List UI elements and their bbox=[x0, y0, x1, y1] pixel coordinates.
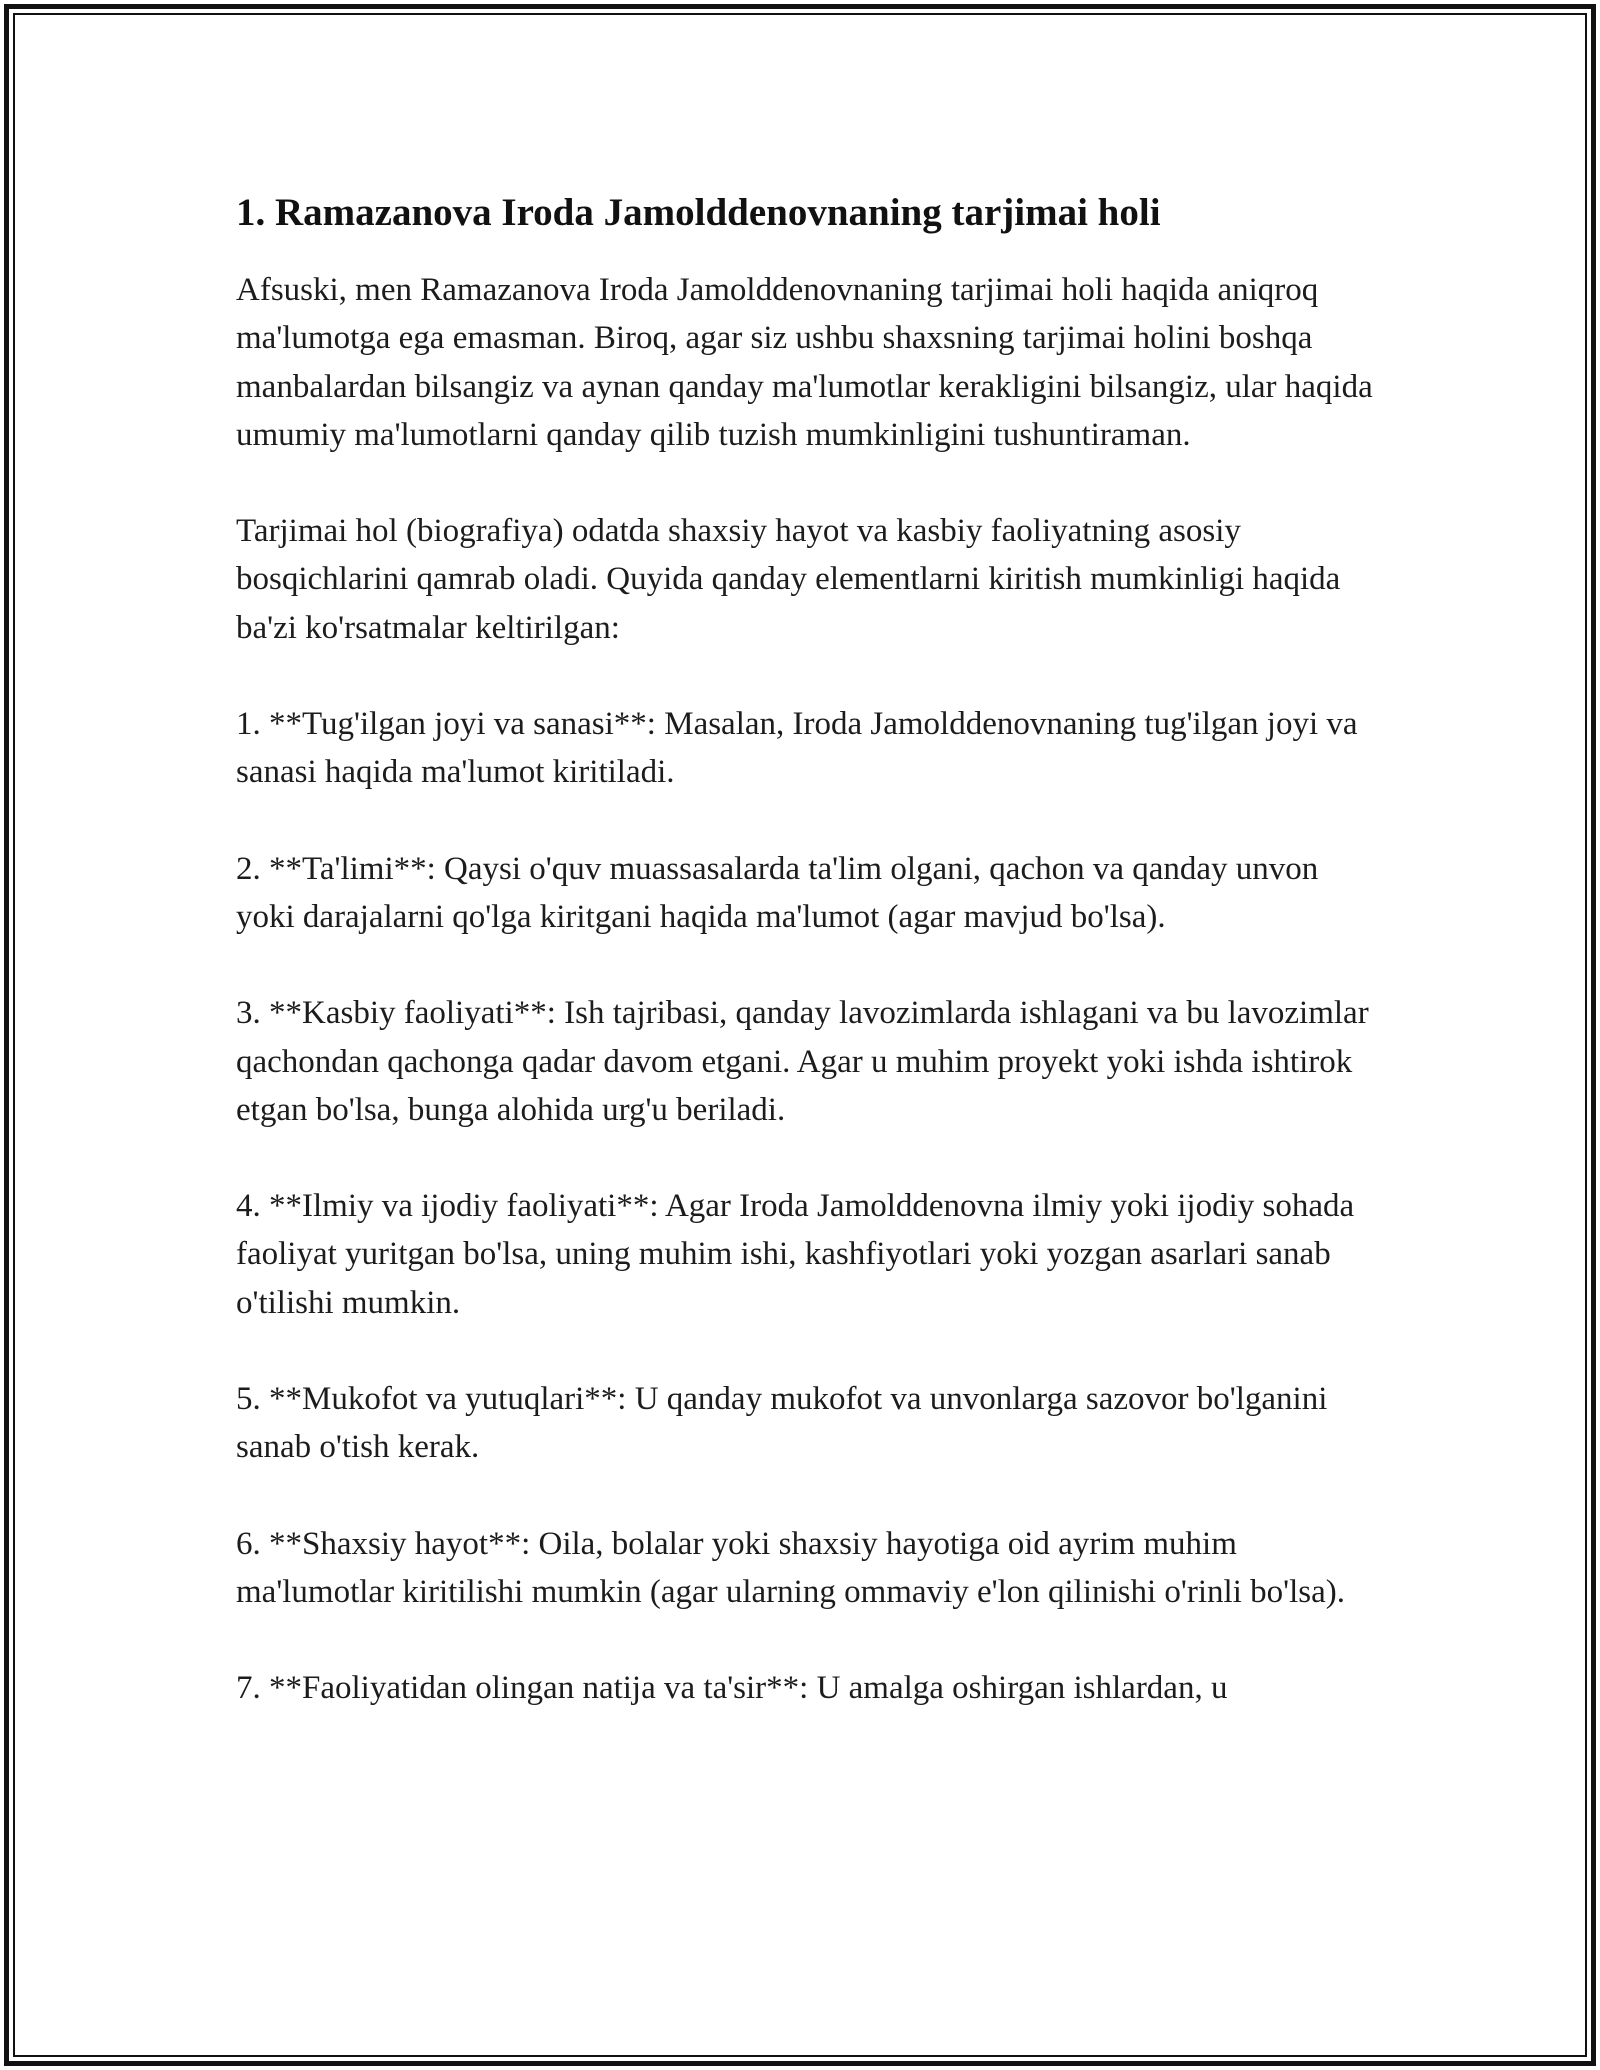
list-item-awards: 5. **Mukofot va yutuqlari**: U qanday mukofot va unvonlarga sazovor bo'lganini sanab o'tish kerak. bbox=[236, 1381, 1328, 1466]
list-item-birth: 1. **Tug'ilgan joyi va sanasi**: Masalan, Iroda Jamolddenovnaning tug'ilgan joyi va sanasi haqida ma'lumot kiritiladi. bbox=[236, 706, 1358, 791]
document-body bbox=[236, 186, 1376, 1713]
list-item-impact: 7. **Faoliyatidan olingan natija va ta'sir**: U amalga oshirgan ishlardan, u bbox=[236, 1670, 1228, 1707]
list-item-personal-life: 6. **Shaxsiy hayot**: Oila, bolalar yoki shaxsiy hayotiga oid ayrim muhim ma'lumotlar kiritilishi mumkin (agar ularning ommaviy e'lon qilinishi o'rinli bo'lsa). bbox=[236, 1525, 1345, 1610]
document-heading: 1. Ramazanova Iroda Jamolddenovnaning tarjimai holi bbox=[236, 191, 1161, 234]
list-item-career: 3. **Kasbiy faoliyati**: Ish tajribasi, qanday lavozimlarda ishlagani va bu lavozimlar qachondan qachonga qadar davom etgani. Agar u muhim proyekt yoki ishda ishtirok etgan bo'lsa, bunga alohida urg'u beriladi. bbox=[236, 995, 1369, 1128]
list-item-education: 2. **Ta'limi**: Qaysi o'quv muassasalarda ta'lim olgani, qachon va qanday unvon yoki darajalarni qo'lga kiritgani haqida ma'lumot (agar mavjud bo'lsa). bbox=[236, 850, 1319, 935]
intro-paragraph: Afsuski, men Ramazanova Iroda Jamolddenovnaning tarjimai holi haqida aniqroq ma'lumotga ega emasman. Biroq, agar siz ushbu shaxsning tarjimai holini boshqa manbalardan bilsangiz va aynan qanday ma'lumotlar kerakligini bilsangiz, ular haqida umumiy ma'lumotlarni qanday qilib tuzish mumkinligini tushuntiraman. bbox=[236, 272, 1373, 453]
overview-paragraph: Tarjimai hol (biografiya) odatda shaxsiy hayot va kasbiy faoliyatning asosiy bosqichlarini qamrab oladi. Quyida qanday elementlarni kiritish mumkinligi haqida ba'zi ko'rsatmalar keltirilgan: bbox=[236, 513, 1341, 646]
list-item-scientific-work: 4. **Ilmiy va ijodiy faoliyati**: Agar Iroda Jamolddenovna ilmiy yoki ijodiy sohada faoliyat yuritgan bo'lsa, uning muhim ishi, kashfiyotlari yoki yozgan asarlari sanab o'tilishi mumkin. bbox=[236, 1188, 1355, 1321]
